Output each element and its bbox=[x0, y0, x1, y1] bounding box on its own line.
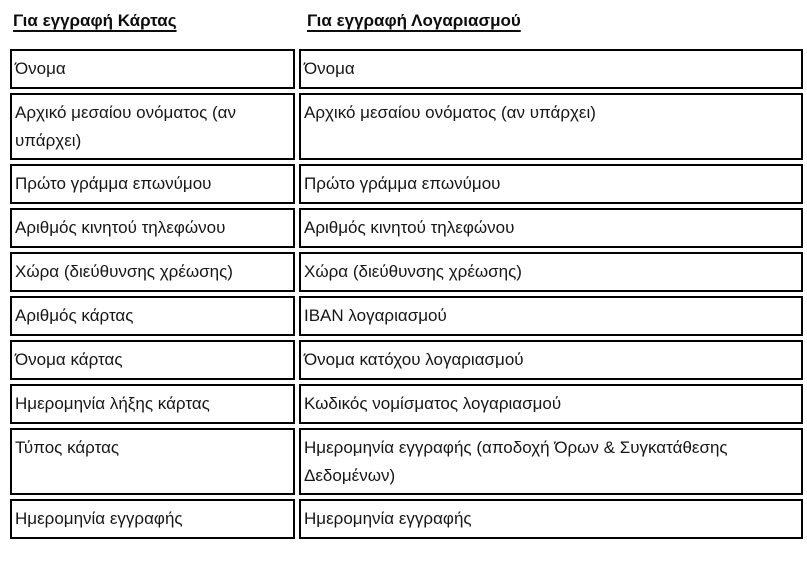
card-field-cell: Χώρα (διεύθυνσης χρέωσης) bbox=[10, 252, 295, 292]
account-field-cell: Κωδικός νομίσματος λογαριασμού bbox=[299, 384, 803, 424]
table-body bbox=[10, 49, 803, 539]
table-row bbox=[10, 49, 803, 89]
table-row bbox=[10, 252, 803, 292]
card-field-cell: Όνομα bbox=[10, 49, 295, 89]
registration-fields-table bbox=[6, 45, 807, 543]
card-field-cell: Ημερομηνία εγγραφής bbox=[10, 499, 295, 539]
card-field-cell: Αριθμός κάρτας bbox=[10, 296, 295, 336]
card-field-cell: Ημερομηνία λήξης κάρτας bbox=[10, 384, 295, 424]
account-column-header: Για εγγραφή Λογαριασμού bbox=[307, 11, 521, 30]
table-row bbox=[10, 384, 803, 424]
account-field-cell: Όνομα κατόχου λογαριασμού bbox=[299, 340, 803, 380]
card-field-cell: Πρώτο γράμμα επωνύμου bbox=[10, 164, 295, 204]
account-field-cell: Αριθμός κινητού τηλεφώνου bbox=[299, 208, 803, 248]
account-field-cell: IBAN λογαριασμού bbox=[299, 296, 803, 336]
table-row bbox=[10, 93, 803, 160]
table-row bbox=[10, 164, 803, 204]
card-column-header: Για εγγραφή Κάρτας bbox=[13, 11, 177, 30]
table-row bbox=[10, 499, 803, 539]
table-row bbox=[10, 296, 803, 336]
card-field-cell: Αρχικό μεσαίου ονόματος (αν υπάρχει) bbox=[10, 93, 295, 160]
table-row bbox=[10, 208, 803, 248]
account-field-cell: Αρχικό μεσαίου ονόματος (αν υπάρχει) bbox=[299, 93, 803, 160]
card-field-cell: Αριθμός κινητού τηλεφώνου bbox=[10, 208, 295, 248]
account-field-cell: Χώρα (διεύθυνσης χρέωσης) bbox=[299, 252, 803, 292]
card-field-cell: Όνομα κάρτας bbox=[10, 340, 295, 380]
account-field-cell: Όνομα bbox=[299, 49, 803, 89]
table-row bbox=[10, 428, 803, 495]
account-field-cell: Ημερομηνία εγγραφής bbox=[299, 499, 803, 539]
account-field-cell: Ημερομηνία εγγραφής (αποδοχή Όρων & Συγκατάθεσης Δεδομένων) bbox=[299, 428, 803, 495]
card-field-cell: Τύπος κάρτας bbox=[10, 428, 295, 495]
account-field-cell: Πρώτο γράμμα επωνύμου bbox=[299, 164, 803, 204]
table-row bbox=[10, 340, 803, 380]
